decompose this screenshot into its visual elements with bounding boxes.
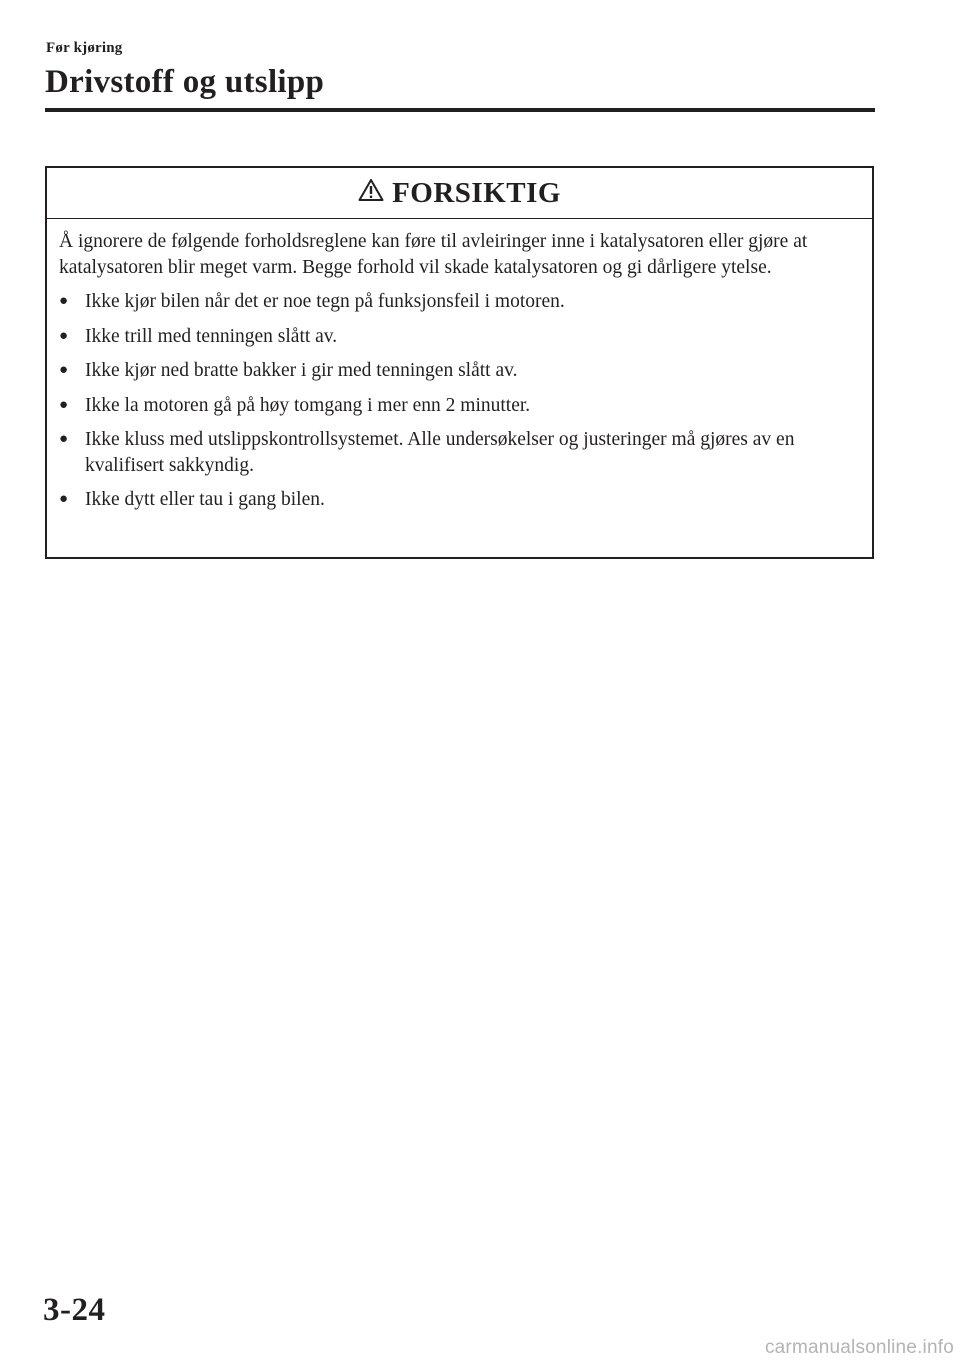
bullet-dot: ● (59, 327, 69, 344)
bullet-text: Ikke kjør ned bratte bakker i gir med tenningen slått av. (85, 360, 518, 381)
bullet-item (59, 487, 860, 513)
bullet-item (59, 427, 860, 478)
page-number: 3-24 (43, 1292, 106, 1328)
bullet-item (59, 289, 860, 315)
bullet-text: Ikke kjør bilen når det er noe tegn på funksjonsfeil i motoren. (85, 291, 565, 312)
bullet-dot: ● (59, 431, 69, 447)
bullet-text: Ikke dytt eller tau i gang bilen. (85, 489, 325, 510)
bullet-item (59, 393, 860, 419)
bullet-dot: ● (59, 293, 69, 309)
title-rule (45, 108, 875, 112)
caution-body (47, 219, 872, 513)
page-title: Drivstoff og utslipp (45, 64, 325, 100)
bullet-text: Ikke trill med tenningen slått av. (85, 325, 338, 347)
caution-title: FORSIKTIG (392, 176, 561, 209)
bullet-item (59, 324, 860, 350)
caution-bullet-list (59, 289, 860, 513)
bullet-text: Ikke kluss med utslippskontrollsystemet. Alle undersøkelser og justeringer må gjøres av en kvalifisert sakkyndig. (85, 429, 795, 476)
bullet-dot: ● (59, 396, 69, 413)
bullet-item (59, 358, 860, 384)
warning-triangle-icon (358, 180, 384, 207)
watermark: carmanualsonline.info (764, 1337, 954, 1358)
bullet-dot: ● (59, 491, 69, 507)
caution-intro: Å ignorere de følgende forholdsreglene kan føre til avleiringer inne i katalysatoren eller gjøre at katalysatoren blir meget varm. Begge forhold vil skade katalysatoren og gi dårligere ytelse. (59, 231, 808, 278)
bullet-text: Ikke la motoren gå på høy tomgang i mer enn 2 minutter. (85, 394, 531, 416)
caution-box (45, 166, 874, 559)
section-label: Før kjøring (46, 40, 123, 56)
bullet-dot: ● (59, 362, 69, 378)
caution-header (47, 168, 872, 219)
